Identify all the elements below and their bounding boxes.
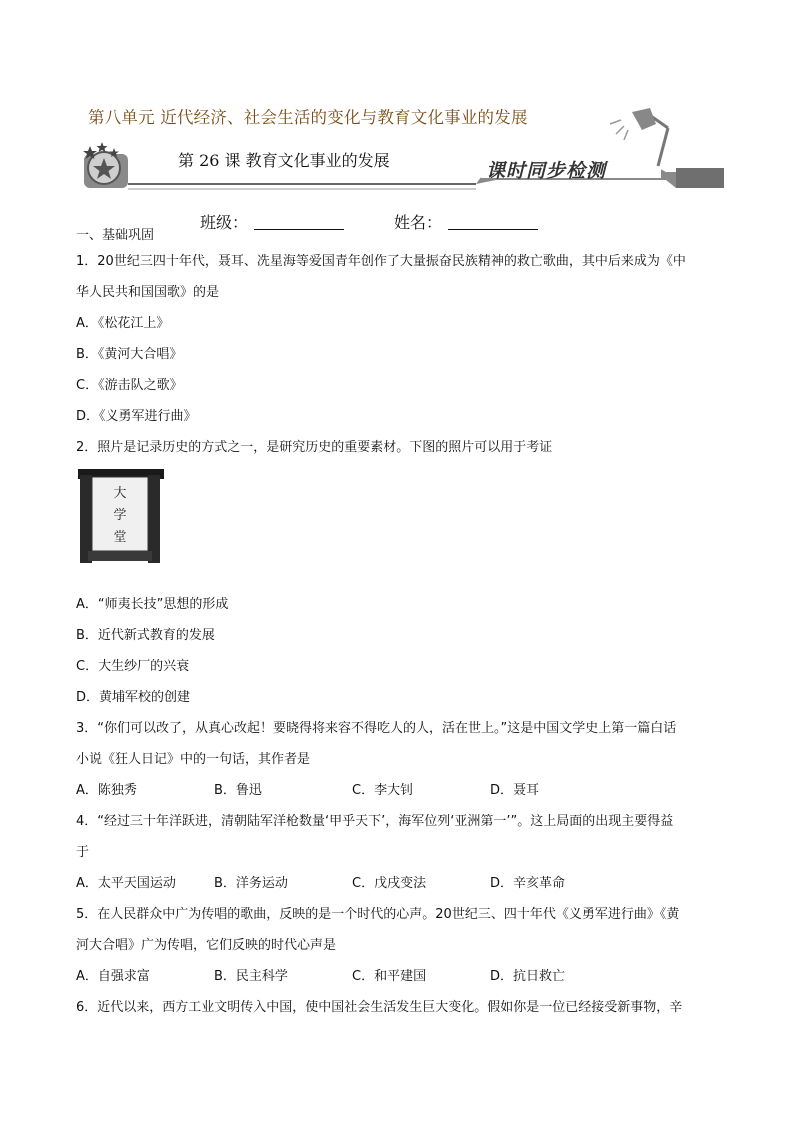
q5-option-c: C．和平建国 (352, 969, 427, 984)
question-1 (76, 246, 726, 432)
question-content (76, 226, 726, 1023)
q2-stem: 2．照片是记录历史的方式之一，是研究历史的重要素材。下图的照片可以用于考证 (76, 440, 553, 455)
q3-option-b: B．鲁迅 (214, 783, 262, 798)
question-4 (76, 806, 726, 899)
q1-stem-line2: 华人民共和国国歌》的是 (76, 285, 220, 300)
q1-option-a: A．《松花江上》 (76, 316, 170, 331)
daxuetang-plaque-photo (76, 467, 166, 571)
q4-option-d: D．辛亥革命 (490, 876, 566, 891)
svg-text:堂: 堂 (113, 530, 127, 545)
section-heading: 一、基础巩固 (76, 228, 155, 243)
q4-stem-line1: 4．“经过三十年洋跃进，清朝陆军洋枪数量‘甲乎天下’，海军位列‘亚洲第一’”。这上局面的出现主要得益 (76, 814, 674, 829)
q4-options (76, 868, 726, 899)
q3-option-a: A．陈独秀 (76, 783, 137, 798)
q1-stem-line1: 1．20世纪三四十年代，聂耳、冼星海等爱国青年创作了大量振奋民族精神的救亡歌曲，其中后来成为《中 (76, 254, 686, 269)
q6-stem: 6．近代以来，西方工业文明传入中国，使中国社会生活发生巨大变化。假如你是一位已经接受新事物，辛 (76, 1000, 683, 1015)
unit-title: 第八单元 近代经济、社会生活的变化与教育文化事业的发展 (88, 108, 528, 127)
q1-option-b: B．《黄河大合唱》 (76, 347, 183, 362)
q4-option-c: C．戊戌变法 (352, 876, 427, 891)
question-6 (76, 992, 726, 1023)
q3-stem-line1: 3．“你们可以改了，从真心改起！要晓得将来容不得吃人的人，活在世上。”这是中国文学史上第一篇白话 (76, 721, 677, 736)
q3-stem-line2: 小说《狂人日记》中的一句话，其作者是 (76, 752, 311, 767)
svg-text:大: 大 (113, 486, 127, 501)
q5-stem-line1: 5．在人民群众中广为传唱的歌曲，反映的是一个时代的心声。20世纪三、四十年代《义勇军进行曲》《黄 (76, 907, 680, 922)
q3-option-c: C．李大钊 (352, 783, 414, 798)
q2-option-a: A．“师夷长技”思想的形成 (76, 597, 229, 612)
q4-option-b: B．洋务运动 (214, 876, 288, 891)
question-5 (76, 899, 726, 992)
q2-option-b: B．近代新式教育的发展 (76, 628, 215, 643)
q1-option-d: D．《义勇军进行曲》 (76, 409, 197, 424)
q5-option-d: D．抗日救亡 (490, 969, 566, 984)
q4-stem-line2: 于 (76, 845, 90, 860)
star-badge-icon (83, 142, 128, 188)
q3-options (76, 775, 726, 806)
q3-option-d: D．聂耳 (490, 783, 540, 798)
lesson-title: 第 26 课 教育文化事业的发展 (178, 151, 390, 170)
question-3 (76, 713, 726, 806)
class-label: 班级： (200, 213, 249, 232)
q5-stem-line2: 河大合唱》广为传唱，它们反映的时代心声是 (76, 938, 337, 953)
q1-option-c: C．《游击队之歌》 (76, 378, 183, 393)
header-banner (76, 108, 724, 192)
name-label: 姓名： (394, 213, 443, 232)
q5-option-b: B．民主科学 (214, 969, 288, 984)
q2-option-d: D．黄埔军校的创建 (76, 690, 191, 705)
q5-option-a: A．自强求富 (76, 969, 150, 984)
svg-text:学: 学 (113, 508, 127, 523)
question-2 (76, 432, 726, 713)
q5-options (76, 961, 726, 992)
q4-option-a: A．太平天国运动 (76, 876, 176, 891)
sync-test-badge: 课时同步检测 (486, 160, 607, 182)
q2-option-c: C．大生纱厂的兴衰 (76, 659, 190, 674)
